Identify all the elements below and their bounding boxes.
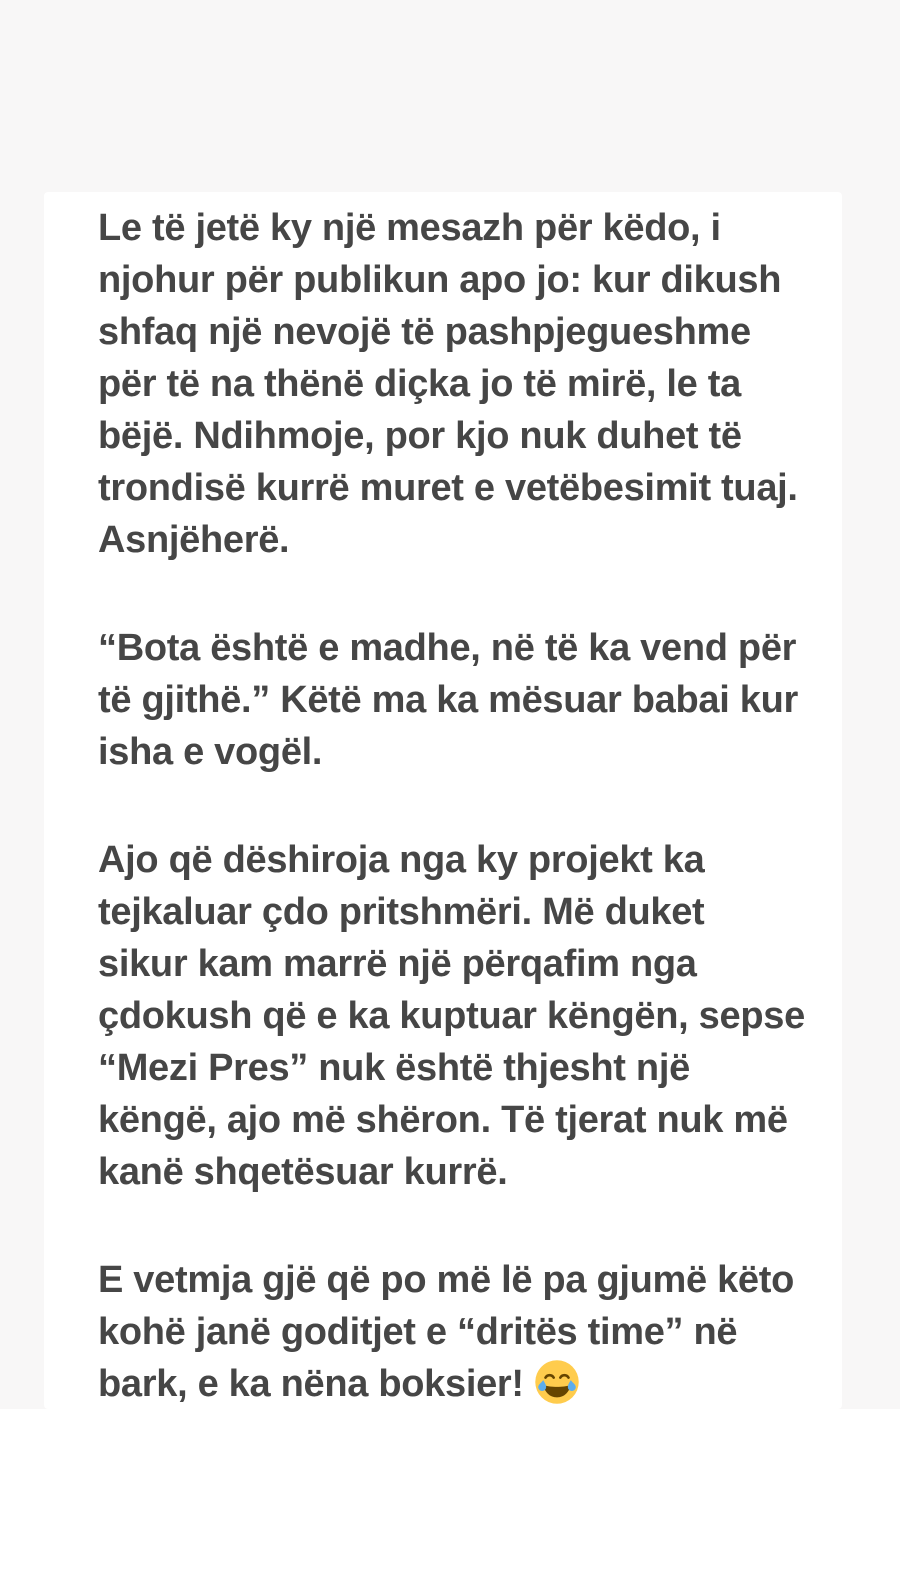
text-line: “Mezi Pres” nuk është thjesht një	[98, 1047, 690, 1089]
text-line: trondisë kurrë muret e vetëbesimit tuaj.	[98, 467, 798, 509]
paragraph	[98, 622, 848, 778]
text-line: “Bota është e madhe, në të ka vend për	[98, 627, 797, 669]
text-line: Ajo që dëshiroja nga ky projekt ka	[98, 839, 705, 881]
text-line: njohur për publikun apo jo: kur dikush	[98, 259, 782, 301]
text-line	[98, 1358, 848, 1410]
text-line: Asnjëherë.	[98, 519, 290, 561]
text-line: kanë shqetësuar kurrë.	[98, 1151, 508, 1193]
paragraph	[98, 202, 848, 566]
text-line-text: bark, e ka nëna boksier!	[98, 1363, 524, 1405]
text-line: Le të jetë ky një mesazh për këdo, i	[98, 207, 721, 249]
story-text-block	[98, 202, 848, 1410]
paragraph	[98, 834, 848, 1198]
text-line: sikur kam marrë një përqafim nga	[98, 943, 697, 985]
text-line: këngë, ajo më shëron. Të tjerat nuk më	[98, 1099, 788, 1141]
bottom-white-band	[0, 1409, 900, 1573]
text-line: isha e vogël.	[98, 731, 323, 773]
text-line: çdokush që e ka kuptuar këngën, sepse	[98, 995, 805, 1037]
text-line: të gjithë.” Këtë ma ka mësuar babai kur	[98, 679, 799, 721]
text-line: E vetmja gjë që po më lë pa gjumë këto	[98, 1259, 795, 1301]
text-line: për të na thënë diçka jo të mirë, le ta	[98, 363, 741, 405]
text-line: tejkaluar çdo pritshmëri. Më duket	[98, 891, 705, 933]
text-line: kohë janë goditjet e “dritës time” në	[98, 1311, 738, 1353]
text-line: bëjë. Ndihmoje, por kjo nuk duhet të	[98, 415, 742, 457]
joy-emoji-icon	[534, 1359, 580, 1405]
paragraph	[98, 1254, 848, 1410]
text-line: shfaq një nevojë të pashpjegueshme	[98, 311, 751, 353]
